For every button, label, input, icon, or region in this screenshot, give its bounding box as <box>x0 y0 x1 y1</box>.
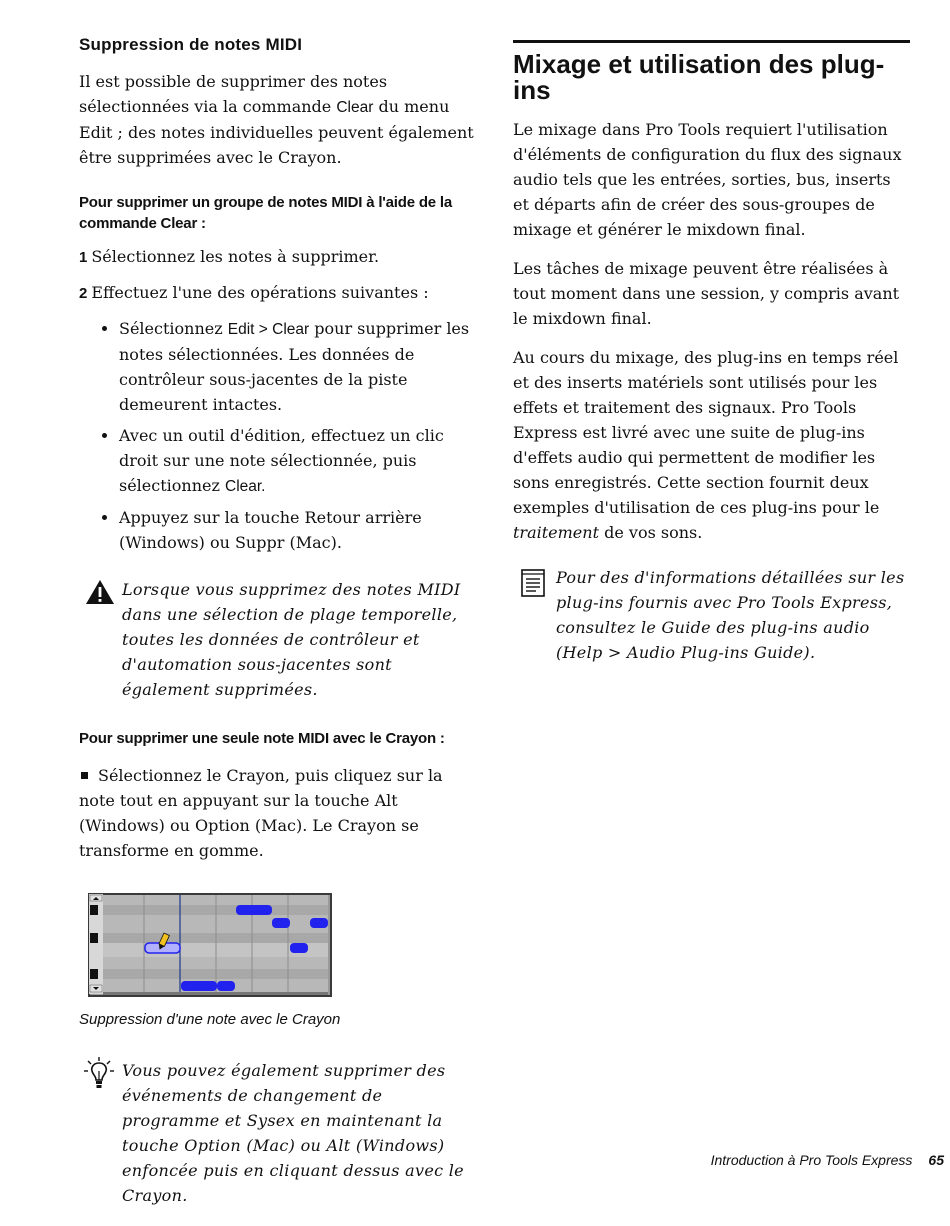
warning-icon <box>85 579 115 609</box>
square-bullet <box>81 772 88 779</box>
options-list <box>79 316 479 555</box>
intro-text-a: Il est possible de supprimer des notes sélectionnées via la commande <box>79 72 388 116</box>
paragraph-text: Au cours du mixage, des plug-ins en temps réel et des inserts matériels sont utilisés pour les effets et traitement des signaux. Pro Tools Express est livré avec une suite de plug-ins d'effets audio qui permettent de modifier les sons enregistrés. Cette section fournit deux exemples d'utilisation de ces plug-ins pour le <box>513 348 899 517</box>
info-note-text: Pour des d'informations détaillées sur les plug-ins fournis avec Pro Tools Express, consultez le Guide des plug-ins audio (Help > Audio Plug-ins Guide). <box>556 568 905 662</box>
single-step <box>79 763 479 863</box>
clear-command: Clear <box>336 99 374 116</box>
list-item: • Appuyez sur la touche Retour arrière (Windows) ou Suppr (Mac). <box>119 505 479 555</box>
figure-caption: Suppression d'une note avec le Crayon <box>79 1011 341 1028</box>
tip-text: Vous pouvez également supprimer des événements de changement de programme et Sysex en maintenant la touche Option (Mac) ou Alt (Windows) enfoncée puis en cliquant dessus avec le Crayon. <box>122 1061 464 1205</box>
intro-text-b: du menu Edit ; des notes individuelles peuvent également être supprimées avec le Crayon. <box>79 97 474 167</box>
tip-note <box>79 1058 479 1208</box>
bullet-text: pour supprimer les notes sélectionnées. Les données de contrôleur sous-jacentes de la piste demeurent intactes. <box>119 319 470 414</box>
mixing-paragraph-3 <box>513 345 910 545</box>
section-heading-mixing: Mixage et utilisation des plug-ins <box>513 40 910 103</box>
step-text: Effectuez l'une des opérations suivantes : <box>91 283 429 302</box>
step-1 <box>79 244 479 270</box>
step-number: 1 <box>79 249 88 266</box>
bullet-text: Avec un outil d'édition, effectuez un clic droit sur une note sélectionnée, puis sélectionnez <box>119 426 444 495</box>
midi-editor-figure <box>88 893 332 997</box>
info-note <box>513 565 910 665</box>
step-2 <box>79 280 479 306</box>
procedure-title-group: Pour supprimer un groupe de notes MIDI à l'aide de la commande Clear : <box>79 194 453 232</box>
mixing-paragraph-2: Les tâches de mixage peuvent être réalisées à tout moment dans une session, y compris avant le mixdown final. <box>513 259 900 328</box>
edit-clear-command: Edit > Clear <box>227 321 310 338</box>
list-item <box>119 316 479 417</box>
emphasis-text: traitement <box>513 523 600 542</box>
bullet-text: Sélectionnez <box>119 319 228 338</box>
page-number: 65 <box>928 1152 944 1168</box>
warning-note <box>79 577 479 702</box>
step-text: Sélectionnez les notes à supprimer. <box>91 247 380 266</box>
page-footer <box>711 1152 944 1168</box>
lightbulb-icon <box>83 1057 115 1095</box>
right-column <box>513 40 910 683</box>
procedure-title-single: Pour supprimer une seule note MIDI avec le Crayon : <box>79 730 445 747</box>
midi-editor-screenshot <box>88 893 332 997</box>
mixing-paragraph-1: Le mixage dans Pro Tools requiert l'utilisation d'éléments de configuration du flux des signaux audio tels que les entrées, sorties, bus, inserts et départs afin de créer des sous-groupes de mixage et générer le mixdown final. <box>513 120 902 239</box>
intro-paragraph <box>79 69 479 170</box>
document-note-icon <box>521 569 545 601</box>
footer-title: Introduction à Pro Tools Express <box>710 1152 913 1168</box>
warning-text: Lorsque vous supprimez des notes MIDI dans une sélection de plage temporelle, toutes les données de contrôleur et d'automation sous-jacentes sont également supprimées. <box>122 580 461 699</box>
left-column <box>79 35 479 1226</box>
paragraph-text: de vos sons. <box>599 523 703 542</box>
section-heading-midi-delete: Suppression de notes MIDI <box>79 35 303 54</box>
list-item <box>119 423 479 499</box>
clear-command: Clear. <box>225 478 266 495</box>
step-number: 2 <box>79 285 88 302</box>
single-step-text: Sélectionnez le Crayon, puis cliquez sur la note tout en appuyant sur la touche Alt (Windows) ou Option (Mac). Le Crayon se transforme en gomme. <box>79 766 443 860</box>
